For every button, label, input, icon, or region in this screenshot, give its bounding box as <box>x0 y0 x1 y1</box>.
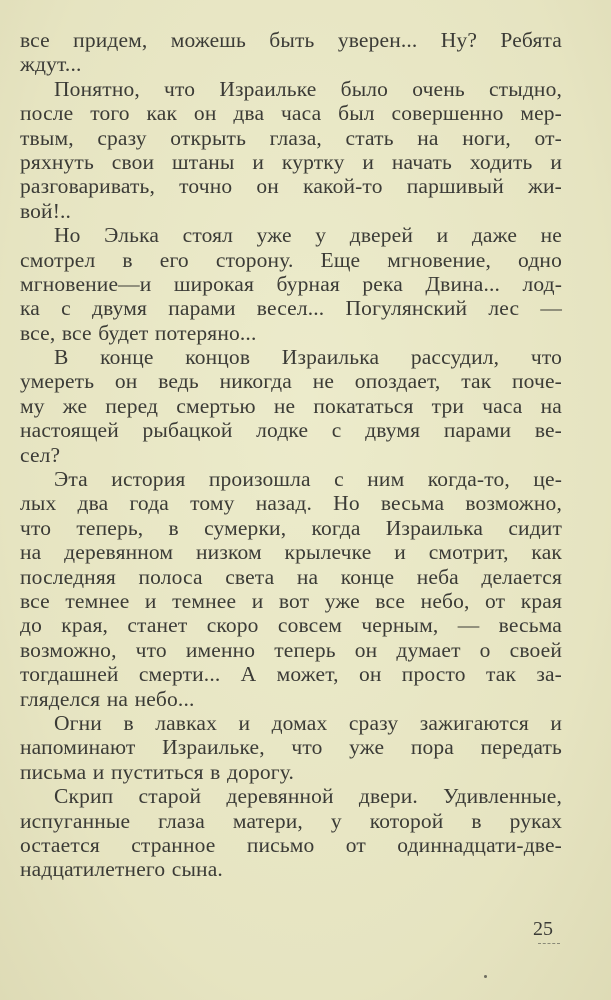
text-line: все, все будет потеряно... <box>20 320 257 345</box>
text-line: вой!.. <box>20 198 72 223</box>
paragraph <box>20 784 562 882</box>
paragraph <box>20 711 562 784</box>
text-line: твым, сразу открыть глаза, стать на ноги, от- <box>20 125 562 150</box>
text-line: на деревянном низком крылечке и смотрит, как <box>20 540 562 565</box>
paragraph <box>20 28 562 77</box>
text-line: все темнее и темнее и вот уже все небо, от края <box>20 588 562 613</box>
text-line: настоящей рыбацкой лодке с двумя парами ве- <box>20 418 562 443</box>
text-line: разговаривать, точно он какой-то паршивый жи- <box>20 174 562 199</box>
page-number: 25 <box>533 918 553 940</box>
text-line: ряхнуть свои штаны и куртку и начать ходить и <box>20 149 562 174</box>
text-line: смотрел в его сторону. Еще мгновение, одно <box>20 247 562 272</box>
paragraph <box>20 467 562 711</box>
text-line: все придем, можешь быть уверен... Ну? Ребята <box>20 28 562 52</box>
text-line: до края, станет скоро совсем черным, — весьма <box>20 613 562 638</box>
text-line: остается странное письмо от одиннадцати-две- <box>20 832 562 857</box>
text-line: ждут... <box>20 52 82 77</box>
text-line: надцатилетнего сына. <box>20 857 223 882</box>
text-line: возможно, что именно теперь он думает о своей <box>20 637 562 662</box>
text-line: Но Элька стоял уже у дверей и даже не <box>54 223 562 248</box>
text-line: последняя полоса света на конце неба делается <box>20 564 562 589</box>
paragraph <box>20 223 562 345</box>
text-line: ка с двумя парами весел... Погулянский лес — <box>20 296 562 321</box>
book-page-text <box>20 28 562 882</box>
text-line: лых два года тому назад. Но весьма возможно, <box>20 491 562 516</box>
text-line: В конце концов Израилька рассудил, что <box>54 345 562 370</box>
text-line: му же перед смертью не покататься три часа на <box>20 393 562 418</box>
text-line: Огни в лавках и домах сразу зажигаются и <box>54 710 562 735</box>
text-line: напоминают Израильке, что уже пора передать <box>20 735 562 760</box>
text-line: гляделся на небо... <box>20 686 195 711</box>
paragraph <box>20 77 562 223</box>
page-number-rule <box>538 943 560 944</box>
paragraph <box>20 345 562 467</box>
text-line: после того как он два часа был совершенно мер- <box>20 101 562 126</box>
paper-speck <box>484 975 487 978</box>
text-line: Скрип старой деревянной двери. Удивленные, <box>54 784 562 809</box>
text-line: испуганные глаза матери, у которой в руках <box>20 808 562 833</box>
text-line: тогдашней смерти... А может, он просто так за- <box>20 662 562 687</box>
text-line: Эта история произошла с ним когда-то, це- <box>54 467 562 492</box>
text-line: сел? <box>20 442 61 467</box>
text-line: умереть он ведь никогда не опоздает, так поче- <box>20 369 562 394</box>
text-line: мгновение—и широкая бурная река Двина... лод- <box>20 271 562 296</box>
text-line: письма и пуститься в дорогу. <box>20 759 295 784</box>
text-line: Понятно, что Израильке было очень стыдно, <box>54 76 562 101</box>
text-line: что теперь, в сумерки, когда Израилька сидит <box>20 515 562 540</box>
